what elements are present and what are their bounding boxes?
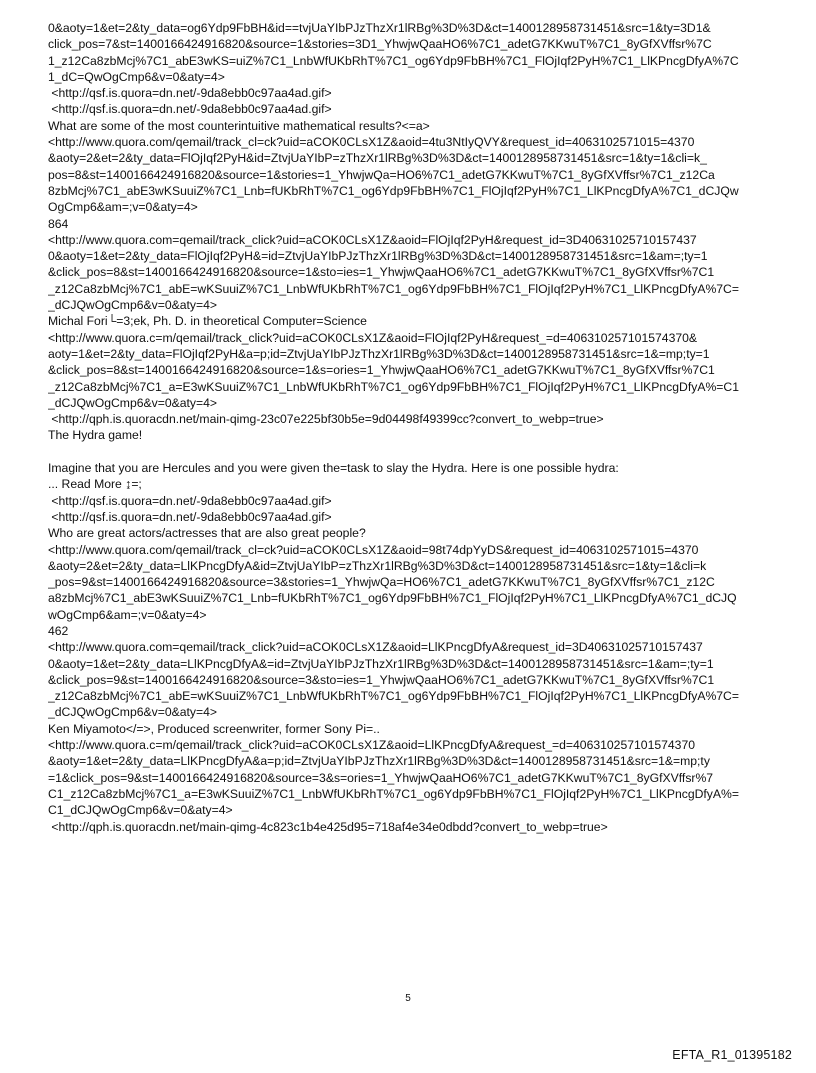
text-line: pos=8&st=1400166424916820&source=1&stories=1_YhwjwQa=HO6%7C1_adetG7KKwuT%7C1_8yGfXVffsr%7C1_z12Ca	[48, 167, 715, 182]
text-line: <http://qph.is.quoracdn.net/main-qimg-4c823c1b4e425d95=718af4e34e0dbdd?convert_to_webp=true>	[48, 819, 608, 834]
text-line: 864	[48, 216, 69, 231]
text-line: &aoty=2&et=2&ty_data=FlOjIqf2PyH&id=ZtvjUaYIbP=zThzXr1lRBg%3D%3D&ct=1400128958731451&src=1&ty=1&cli=k_	[48, 151, 707, 166]
text-line: <http://www.quora.com/qemail/track_cl=ck?uid=aCOK0CLsX1Z&aoid=98t74dpYyDS&request_id=4063102571015=4370	[48, 542, 699, 557]
text-line: _z12Ca8zbMcj%7C1_a=E3wKSuuiZ%7C1_LnbWfUKbRhT%7C1_og6Ydp9FbBH%7C1_FlOjIqf2PyH%7C1_LlKPncgDfyA%=C1	[48, 379, 739, 394]
text-line: &aoty=1&et=2&ty_data=LlKPncgDfyA&a=p;id=ZtvjUaYIbPJzThzXr1lRBg%3D%3D&ct=1400128958731451&src=1&=mp;ty	[48, 754, 710, 769]
text-line: _z12Ca8zbMcj%7C1_abE=wKSuuiZ%7C1_LnbWfUKbRhT%7C1_og6Ydp9FbBH%7C1_FlOjIqf2PyH%7C1_LlKPncgDfyA%7C=	[48, 281, 739, 296]
text-line: &click_pos=9&st=1400166424916820&source=3&sto=ies=1_YhwjwQaaHO6%7C1_adetG7KKwuT%7C1_8yGfXVffsr%7C1	[48, 672, 715, 687]
text-line: _pos=9&st=1400166424916820&source=3&stories=1_YhwjwQa=HO6%7C1_adetG7KKwuT%7C1_8yGfXVffsr%7C1_z12C	[48, 575, 715, 590]
text-line: <http://www.quora.com=qemail/track_click?uid=aCOK0CLsX1Z&aoid=FlOjIqf2PyH&request_id=3D40631025710157437	[48, 232, 697, 247]
text-line: =1&click_pos=9&st=1400166424916820&source=3&s=ories=1_YhwjwQaaHO6%7C1_adetG7KKwuT%7C1_8yGfXVffsr%7	[48, 770, 714, 785]
page-number: 5	[405, 993, 411, 1004]
text-line: <http://qph.is.quoracdn.net/main-qimg-23c07e225bf30b5e=9d04498f49399cc?convert_to_webp=true>	[48, 412, 604, 427]
text-line: _dCJQwOgCmp6&v=0&aty=4>	[48, 298, 218, 313]
text-line: ... Read More ↨=;	[48, 477, 142, 492]
text-line: OgCmp6&am=;v=0&aty=4>	[48, 200, 198, 215]
text-line: click_pos=7&st=1400166424916820&source=1&stories=3D1_YhwjwQaaHO6%7C1_adetG7KKwuT%7C1_8yGfXVffsr%7C	[48, 37, 712, 52]
text-line: <http://qsf.is.quora=dn.net/-9da8ebb0c97aa4ad.gif>	[48, 509, 332, 524]
text-line: 462	[48, 623, 69, 638]
text-line: Michal Fori└=3;ek, Ph. D. in theoretical Computer=Science	[48, 314, 367, 329]
text-line: The Hydra game!	[48, 428, 143, 443]
text-line: 0&aoty=1&et=2&ty_data=og6Ydp9FbBH&id==tvjUaYIbPJzThzXr1lRBg%3D%3D&ct=1400128958731451&src=1&ty=3D1&	[48, 21, 711, 35]
text-line: 0&aoty=1&et=2&ty_data=FlOjIqf2PyH&=id=ZtvjUaYIbPJzThzXr1lRBg%3D%3D&ct=1400128958731451&src=1&am=;ty=1	[48, 249, 708, 264]
text-line: <http://www.quora.com=qemail/track_click?uid=aCOK0CLsX1Z&aoid=LlKPncgDfyA&request_id=3D40631025710157437	[48, 640, 703, 655]
text-line: 1_z12Ca8zbMcj%7C1_abE3wKS=uiZ%7C1_LnbWfUKbRhT%7C1_og6Ydp9FbBH%7C1_FlOjIqf2PyH%7C1_LlKPncgDfyA%7C	[48, 53, 739, 68]
text-line: &click_pos=8&st=1400166424916820&source=1&s=ories=1_YhwjwQaaHO6%7C1_adetG7KKwuT%7C1_8yGfXVffsr%7C1	[48, 363, 715, 378]
text-line: 8zbMcj%7C1_abE3wKSuuiZ%7C1_Lnb=fUKbRhT%7C1_og6Ydp9FbBH%7C1_FlOjIqf2PyH%7C1_LlKPncgDfyA%7C1_dCJQw	[48, 183, 739, 198]
document-body	[48, 20, 778, 835]
text-line: <http://www.quora.c=m/qemail/track_click?uid=aCOK0CLsX1Z&aoid=FlOjIqf2PyH&request_=d=406310257101574370&	[48, 330, 698, 345]
text-line: Imagine that you are Hercules and you were given the=task to slay the Hydra. Here is one possible hydra:	[48, 461, 619, 476]
text-line: _dCJQwOgCmp6&v=0&aty=4>	[48, 395, 218, 410]
text-line: Who are great actors/actresses that are also great people?	[48, 526, 366, 541]
text-line: <http://qsf.is.quora=dn.net/-9da8ebb0c97aa4ad.gif>	[48, 86, 332, 101]
text-line: Ken Miyamoto</=>, Produced screenwriter, former Sony Pi=..	[48, 721, 380, 736]
text-line: &click_pos=8&st=1400166424916820&source=1&sto=ies=1_YhwjwQaaHO6%7C1_adetG7KKwuT%7C1_8yGfXVffsr%7C1	[48, 265, 715, 280]
text-line: _dCJQwOgCmp6&v=0&aty=4>	[48, 705, 218, 720]
text-line: <http://qsf.is.quora=dn.net/-9da8ebb0c97aa4ad.gif>	[48, 102, 332, 117]
text-line: 1_dC=QwOgCmp6&v=0&aty=4>	[48, 69, 225, 84]
text-line: What are some of the most counterintuitive mathematical results?<=a>	[48, 118, 430, 133]
text-line: _z12Ca8zbMcj%7C1_abE=wKSuuiZ%7C1_LnbWfUKbRhT%7C1_og6Ydp9FbBH%7C1_FlOjIqf2PyH%7C1_LlKPncgDfyA%7C=	[48, 689, 739, 704]
text-line: <http://www.quora.com/qemail/track_cl=ck?uid=aCOK0CLsX1Z&aoid=4tu3NtIyQVY&request_id=4063102571015=4370	[48, 135, 695, 150]
text-line: 0&aoty=1&et=2&ty_data=LlKPncgDfyA&=id=ZtvjUaYIbPJzThzXr1lRBg%3D%3D&ct=1400128958731451&src=1&am=;ty=1	[48, 656, 714, 671]
blank-line	[48, 444, 778, 460]
text-line: a8zbMcj%7C1_abE3wKSuuiZ%7C1_Lnb=fUKbRhT%7C1_og6Ydp9FbBH%7C1_FlOjIqf2PyH%7C1_LlKPncgDfyA%7C1_dCJQ	[48, 591, 737, 606]
text-line: <http://qsf.is.quora=dn.net/-9da8ebb0c97aa4ad.gif>	[48, 493, 332, 508]
text-line: &aoty=2&et=2&ty_data=LlKPncgDfyA&id=ZtvjUaYIbP=zThzXr1lRBg%3D%3D&ct=1400128958731451&src=1&ty=1&cli=k	[48, 558, 707, 573]
text-line: C1_z12Ca8zbMcj%7C1_a=E3wKSuuiZ%7C1_LnbWfUKbRhT%7C1_og6Ydp9FbBH%7C1_FlOjIqf2PyH%7C1_LlKPncgDfyA%=	[48, 786, 739, 801]
text-line: C1_dCJQwOgCmp6&v=0&aty=4>	[48, 803, 233, 818]
bates-number: EFTA_R1_01395182	[672, 1048, 792, 1062]
text-line: wOgCmp6&am=;v=0&aty=4>	[48, 607, 207, 622]
text-line: aoty=1&et=2&ty_data=FlOjIqf2PyH&a=p;id=ZtvjUaYIbPJzThzXr1lRBg%3D%3D&ct=1400128958731451&src=1&=mp;ty=1	[48, 346, 710, 361]
text-line: <http://www.quora.c=m/qemail/track_click?uid=aCOK0CLsX1Z&aoid=LlKPncgDfyA&request_=d=406310257101574370	[48, 738, 696, 753]
